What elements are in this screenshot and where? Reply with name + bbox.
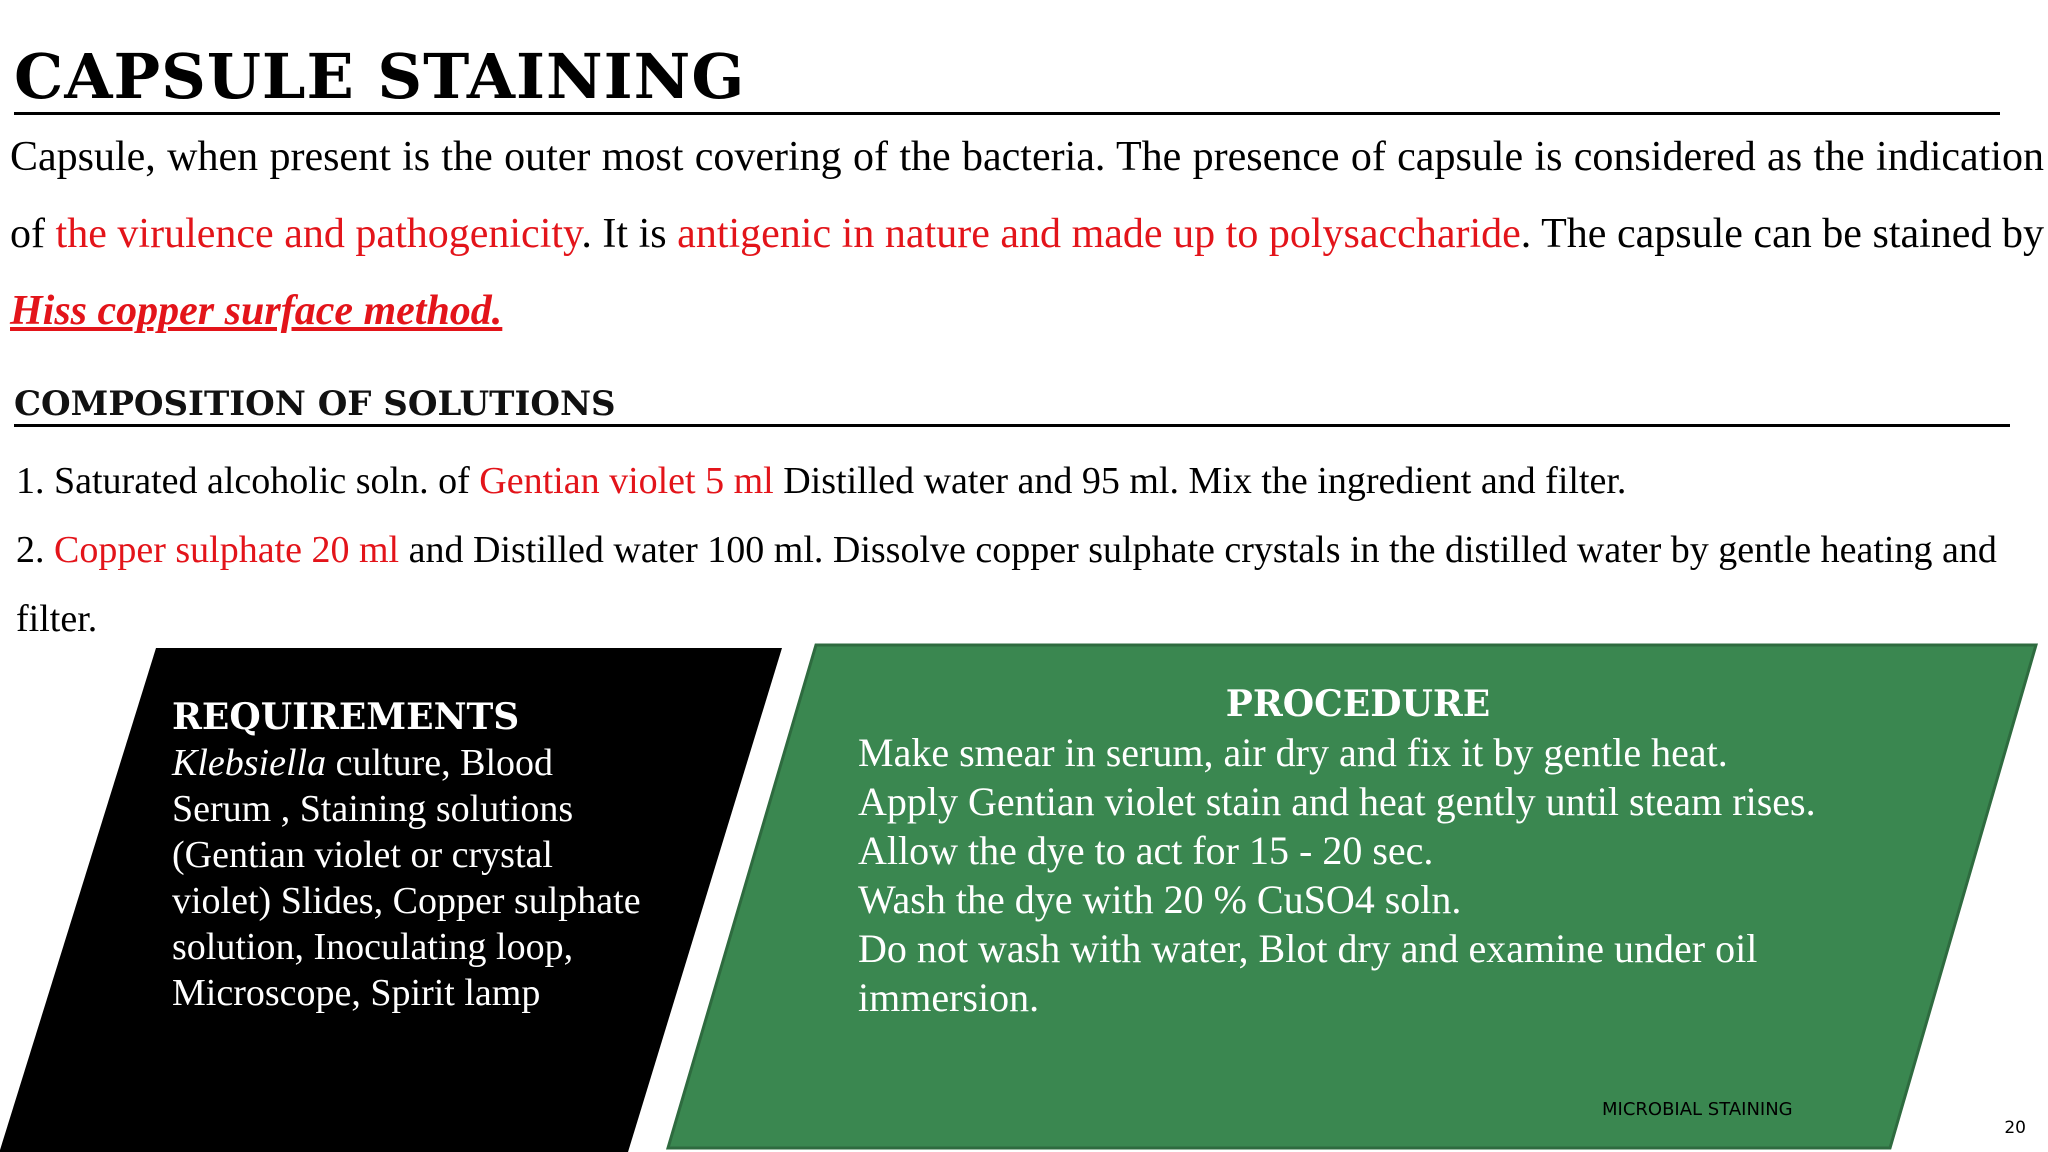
requirements-text bbox=[172, 740, 642, 1016]
solution-2-rest: and Distilled water 100 ml. Dissolve copper sulphate crystals in the distilled water by gentle heating and filter. bbox=[16, 529, 1997, 640]
requirements-list: culture, Blood Serum , Staining solutions (Gentian violet or crystal violet) Slides, Copper sulphate solution, Inoculating loop, Microscope, Spirit lamp bbox=[172, 742, 641, 1014]
procedure-step-1: Make smear in serum, air dry and fix it by gentle heat. bbox=[858, 730, 1728, 775]
procedure-heading: PROCEDURE bbox=[1225, 683, 1491, 725]
solution-2-prefix: 2. bbox=[16, 529, 54, 571]
intro-text-2: . It is bbox=[581, 211, 678, 257]
solution-2-highlight: Copper sulphate 20 ml bbox=[54, 529, 400, 571]
solution-1-highlight: Gentian violet 5 ml bbox=[479, 460, 774, 502]
procedure-step-3: Allow the dye to act for 15 - 20 sec. bbox=[858, 828, 1434, 873]
intro-highlight-virulence: the virulence and pathogenicity bbox=[55, 211, 582, 257]
footer-text: MICROBIAL STAINING bbox=[1602, 1099, 1793, 1120]
requirements-box bbox=[172, 694, 642, 1016]
solution-1-rest: Distilled water and 95 ml. Mix the ingredient and filter. bbox=[773, 460, 1627, 502]
requirements-heading: REQUIREMENTS bbox=[172, 696, 520, 738]
intro-text-1: Capsule, when present is the outer most covering of the bacteria. The presence of capsule is considered as the indication of bbox=[10, 134, 2044, 257]
procedure-steps bbox=[858, 728, 1938, 1022]
intro-highlight-antigenic: antigenic in nature and made up to polysaccharide bbox=[677, 211, 1521, 257]
procedure-step-2: Apply Gentian violet stain and heat gently until steam rises. bbox=[858, 779, 1816, 824]
staining-method-name: Hiss copper surface method. bbox=[10, 288, 503, 334]
slide-title: CAPSULE STAINING bbox=[14, 40, 746, 113]
page-number: 20 bbox=[2004, 1118, 2026, 1138]
composition-heading: COMPOSITION OF SOLUTIONS bbox=[14, 384, 616, 424]
solution-1-prefix: 1. Saturated alcoholic soln. of bbox=[16, 460, 480, 502]
procedure-step-5: Do not wash with water, Blot dry and examine under oil immersion. bbox=[858, 926, 1758, 1020]
procedure-step-4: Wash the dye with 20 % CuSO4 soln. bbox=[858, 877, 1462, 922]
procedure-box bbox=[858, 680, 1938, 1022]
intro-text-3: . The capsule can be stained by bbox=[1520, 211, 2045, 257]
requirements-organism: Klebsiella bbox=[172, 742, 327, 784]
